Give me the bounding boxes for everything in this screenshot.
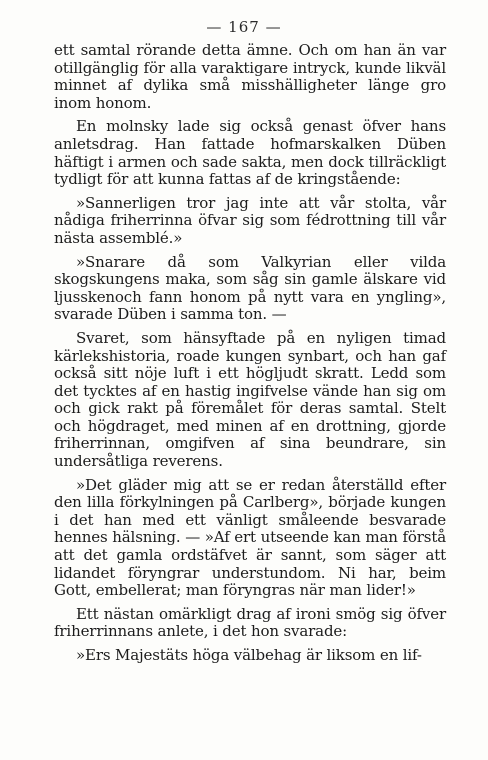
body-text: [54, 42, 446, 671]
paragraph: Ett nästan omärkligt drag af ironi smög sig öfver friherrinnans anlete, i det hon svarade:: [54, 604, 446, 641]
paragraph: ett samtal rörande detta ämne. Och om han än var otillgänglig för alla varaktigare intryck, kunde likväl minnet af dylika små misshälligheter länge gro inom honom.: [54, 41, 446, 112]
paragraph: »Det gläder mig att se er redan återställd efter den lilla förkylningen på Carlberg», började kungen i det han med ett vänligt småleende besvarade hennes hälsning. — »Af ert utseende kan man förstå att det gamla ordstäfvet är sannt, som säger att lidandet föryngrar understundom. Ni har, beim Gott, embellerat; man föryngras när man lider!»: [54, 475, 446, 600]
paragraph: Svaret, som hänsyftade på en nyligen timad kärlekshistoria, roade kungen synbart, och han gaf också sitt nöje luft i ett högljudt skratt. Ledd som det tycktes af en hastig ingifvelse vände han sig om och gick rakt på föremålet för deras samtal. Stelt och högdraget, med minen af en drottning, gjorde friherrinnan, omgifven af sina beundrare, sin undersåtliga reverens.: [54, 328, 446, 471]
paragraph: »Sannerligen tror jag inte att vår stolta, vår nådiga friherrinna öfvar sig som fédrottning till vår nästa assemblé.»: [54, 193, 446, 247]
paragraph: »Ers Majestäts höga välbehag är liksom en lif-: [76, 646, 422, 664]
page-number: — 167 —: [206, 18, 282, 36]
paragraph: En molnsky lade sig också genast öfver hans anletsdrag. Han fattade hofmarskalken Düben häftigt i armen och sade sakta, men dock tillräckligt tydligt för att kunna fattas af de kringstående:: [54, 117, 446, 189]
paragraph: »Snarare då som Valkyrian eller vilda skogskungens maka, som såg sin gamle älskare vid ljusskenoch fann honom på nytt vara en yngling», svarade Düben i samma ton. —: [54, 252, 446, 324]
